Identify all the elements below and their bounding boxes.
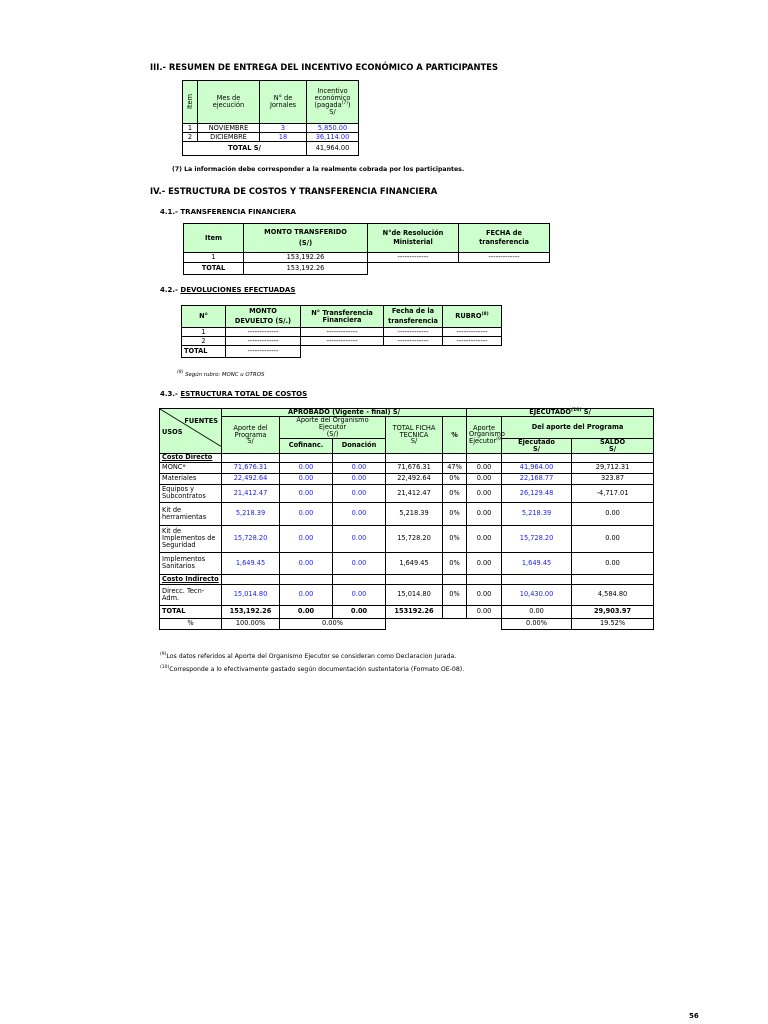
header-del-aporte: Del aporte del Programa bbox=[502, 417, 654, 439]
header-ejecutado-col: Ejecutado S/ bbox=[502, 438, 572, 453]
subsection-4-2-title: 4.2.- DEVOLUCIONES EFECTUADAS bbox=[160, 286, 296, 294]
total-row: TOTAL 153,192.26 bbox=[184, 263, 550, 275]
section-3-title: III.- RESUMEN DE ENTREGA DEL INCENTIVO ECONÓMICO A PARTICIPANTES bbox=[150, 62, 498, 72]
table-row: Materiales 22,492.64 0.00 0.00 22,492.64 0% 0.00 22,168.77 323.87 bbox=[160, 473, 654, 484]
total-row: TOTAL S/ 41,964.00 bbox=[183, 142, 359, 156]
header-fecha: FECHA de transferencia bbox=[459, 224, 550, 253]
table-row: 2 ------------- ------------- ------------- ------------- bbox=[182, 337, 502, 346]
incentive-summary-table bbox=[182, 80, 359, 156]
note-7: (7) La información debe corresponder a la realmente cobrada por los participantes. bbox=[172, 166, 465, 173]
header-monto: MONTO TRANSFERIDO (S/) bbox=[244, 224, 368, 253]
header-jornales: N° de Jornales bbox=[260, 81, 307, 124]
header-item: Item bbox=[183, 81, 198, 124]
subsection-4-1-title: 4.1.- TRANSFERENCIA FINANCIERA bbox=[160, 208, 296, 216]
table-row: Equipos y Subcontratos 21,412.47 0.00 0.00 21,412.47 0% 0.00 26,129.48 -4,717.01 bbox=[160, 484, 654, 502]
header-item: Item bbox=[184, 224, 244, 253]
header-rubro: RUBRO$^{(8)}$ bbox=[443, 306, 502, 328]
total-row: TOTAL 153,192.26 0.00 0.00 153192.26 0.00 0.00 29,903.97 bbox=[160, 605, 654, 618]
header-pct: % bbox=[443, 417, 467, 454]
note-9: $^{(9)}$Los datos referidos al Aporte del Organismo Ejecutor se consideran como Declaracion Jurada. bbox=[160, 652, 457, 661]
note-10: $^{(10)}$Corresponde a lo efectivamente gastado según documentación sustentatoria (Formato OE-08). bbox=[160, 665, 465, 674]
header-incentivo: Incentivo económico (pagada$^{(7)}$) S/ bbox=[307, 81, 359, 124]
percent-row: % 100.00% 0.00% 0.00% 19.52% bbox=[160, 618, 654, 629]
header-aporte-programa: Aporte del Programa S/ bbox=[222, 417, 280, 454]
section-row-costo-indirecto: Costo Indirecto bbox=[160, 574, 654, 584]
table-row: MONC* 71,676.31 0.00 0.00 71,676.31 47% 0.00 41,964.00 29,712.31 bbox=[160, 462, 654, 473]
table-row: 1 ------------- ------------- ------------- ------------- bbox=[182, 328, 502, 337]
header-saldo: SALDO S/ bbox=[572, 438, 654, 453]
section-row-costo-directo: Costo Directo bbox=[160, 453, 654, 462]
header-aporte-ejecutor: Aporte Organismo Ejecutor$^{(9)}$ bbox=[467, 417, 502, 454]
table-row: 1 NOVIEMBRE 3 5,850.00 bbox=[183, 124, 359, 133]
subsection-4-3-title: 4.3.- ESTRUCTURA TOTAL DE COSTOS bbox=[160, 390, 308, 398]
header-total-ficha: TOTAL FICHA TECNICA S/ bbox=[386, 417, 443, 454]
cost-structure-table bbox=[159, 408, 654, 630]
page-number: 56 bbox=[689, 1012, 699, 1020]
header-aporte-organismo: Aporte del Organismo Ejecutor (S/) bbox=[280, 417, 386, 439]
returns-table bbox=[181, 305, 502, 358]
header-donacion: Donación bbox=[333, 438, 386, 453]
section-4-title: IV.- ESTRUCTURA DE COSTOS Y TRANSFERENCIA FINANCIERA bbox=[150, 186, 438, 196]
header-mes: Mes de ejecución bbox=[198, 81, 260, 124]
table-row: Direcc. Tecn-Adm. 15,014.80 0.00 0.00 15,014.80 0% 0.00 10,430.00 4,584.80 bbox=[160, 584, 654, 605]
table-row: Implementos Sanitarios 1,649.45 0.00 0.00 1,649.45 0% 0.00 1,649.45 0.00 bbox=[160, 552, 654, 574]
table-row: 2 DICIEMBRE 18 36,114.00 bbox=[183, 133, 359, 142]
table-row: Kit de Implementos de Seguridad 15,728.20 0.00 0.00 15,728.20 0% 0.00 15,728.20 0.00 bbox=[160, 525, 654, 552]
header-cofinanc: Cofinanc. bbox=[280, 438, 333, 453]
header-aprobado: APROBADO (Vigente - final) S/ bbox=[222, 409, 467, 417]
header-transferencia: N° Transferencia Financiera bbox=[301, 306, 384, 328]
header-monto: MONTO DEVUELTO (S/.) bbox=[226, 306, 301, 328]
transfer-table bbox=[183, 223, 550, 275]
total-row: TOTAL ------------- bbox=[182, 346, 502, 358]
header-n: N° bbox=[182, 306, 226, 328]
table-row: Kit de herramientas 5,218.39 0.00 0.00 5,218.39 0% 0.00 5,218.39 0.00 bbox=[160, 502, 654, 525]
header-ejecutado: EJECUTADO$^{(10)}$ S/ bbox=[467, 409, 654, 417]
header-fecha: Fecha de la transferencia bbox=[384, 306, 443, 328]
note-8: $^{(8)}$ Según rubro: MONC u OTROS bbox=[177, 370, 265, 378]
header-fuentes-usos: FUENTES USOS bbox=[160, 409, 222, 454]
header-resolucion: N°de Resolución Ministerial bbox=[368, 224, 459, 253]
table-row: 1 153,192.26 ------------- ------------- bbox=[184, 253, 550, 263]
